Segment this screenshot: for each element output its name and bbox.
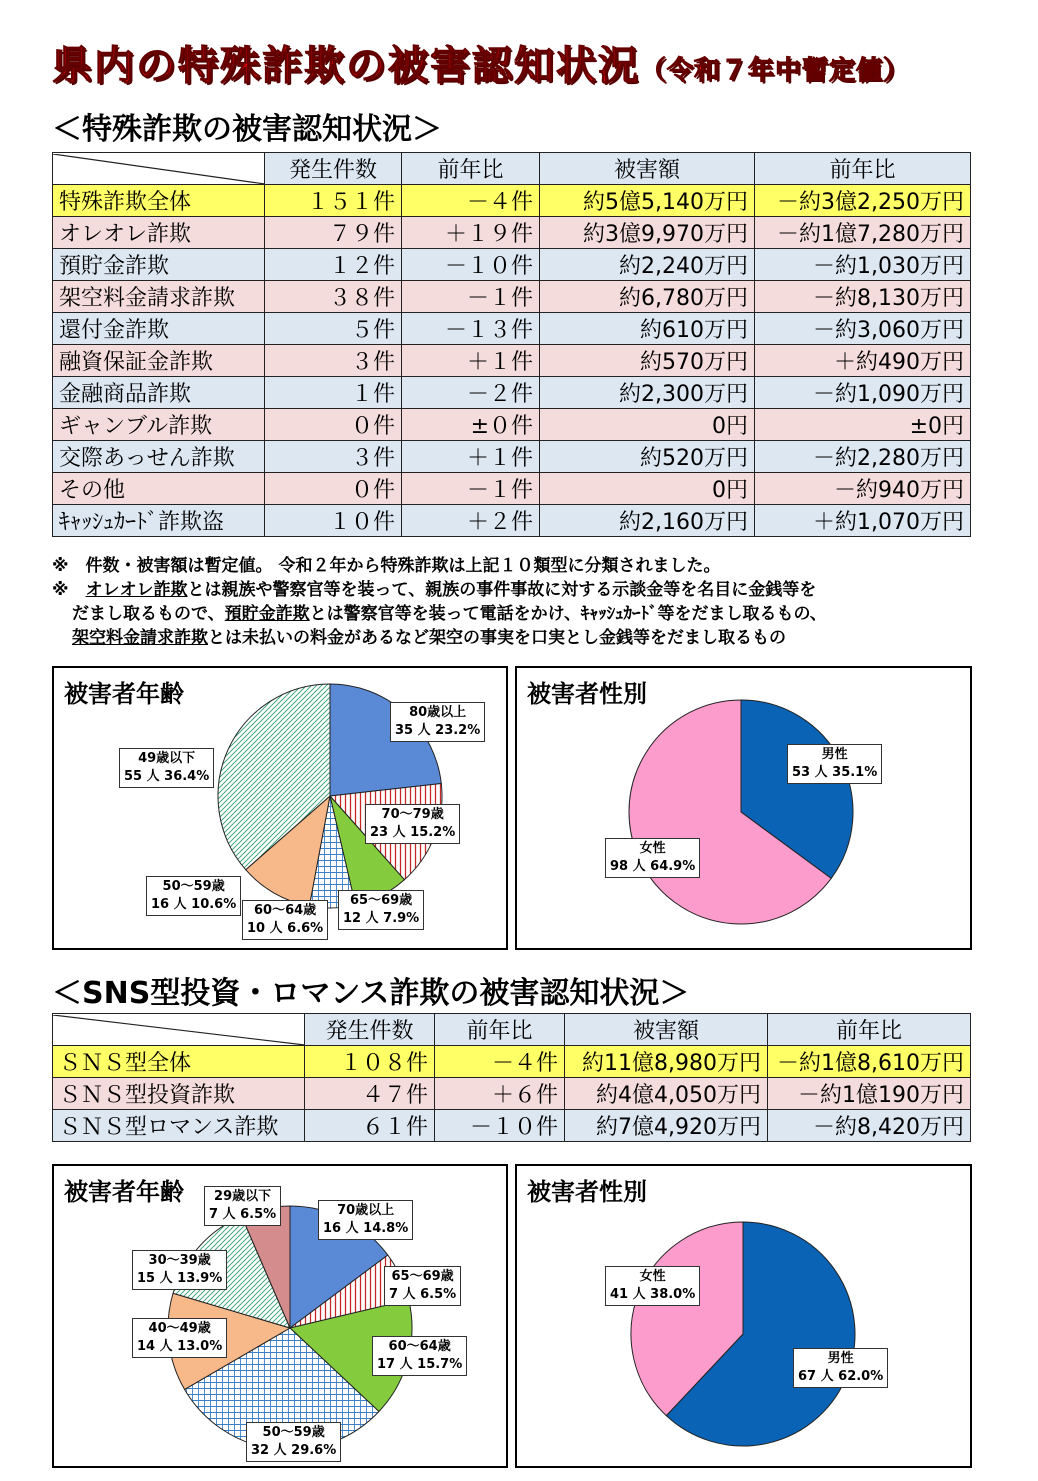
- row-name: その他: [53, 473, 265, 505]
- row-amount-diff: －約1億190万円: [768, 1078, 971, 1110]
- row-count: ０件: [265, 409, 402, 441]
- slice-label: [204, 1186, 281, 1226]
- row-amount-diff: －約1億7,280万円: [755, 217, 971, 249]
- table-row: [53, 473, 971, 505]
- table-row: [53, 409, 971, 441]
- row-amount: 約4億4,050万円: [565, 1078, 768, 1110]
- row-amount-diff: －約1,030万円: [755, 249, 971, 281]
- row-name: ＳＮＳ型ロマンス詐欺: [53, 1110, 305, 1142]
- table-row: [53, 185, 971, 217]
- slice-label: [318, 1200, 413, 1240]
- row-count-diff: －１件: [402, 281, 540, 313]
- slice-label-value: 16 人 10.6%: [151, 897, 237, 912]
- row-count: ５件: [265, 313, 402, 345]
- slice-label-value: 32 人 29.6%: [251, 1443, 337, 1458]
- slice-label-value: 35 人 23.2%: [395, 723, 481, 738]
- row-amount-diff: －約8,420万円: [768, 1110, 971, 1142]
- gender-chart-panel-2: [515, 1164, 972, 1468]
- header-amount: 被害額: [565, 1014, 768, 1046]
- row-count: ４７件: [305, 1078, 435, 1110]
- row-count-diff: －４件: [435, 1046, 565, 1078]
- slice-label-name: 60～64歳: [254, 903, 317, 918]
- row-amount-diff: －約2,280万円: [755, 441, 971, 473]
- row-amount: 約3億9,970万円: [540, 217, 755, 249]
- gender-chart-panel-1: [515, 666, 972, 950]
- slice-label-value: 55 人 36.4%: [124, 769, 210, 784]
- slice-label-name: 女性: [639, 841, 666, 856]
- section2-heading: ＜SNS型投資・ロマンス詐欺の被害認知状況＞: [52, 976, 690, 1011]
- slice-label: [146, 876, 241, 916]
- slice-label-name: 女性: [639, 1269, 666, 1284]
- row-name: ＳＮＳ型全体: [53, 1046, 305, 1078]
- row-name: 預貯金詐欺: [53, 249, 265, 281]
- row-name: ギャンブル詐欺: [53, 409, 265, 441]
- row-count-diff: ＋６件: [435, 1078, 565, 1110]
- row-amount-diff: ＋約490万円: [755, 345, 971, 377]
- slice-label-name: 50～59歳: [262, 1425, 325, 1440]
- sns-fraud-table: [52, 1013, 971, 1142]
- row-name: ＳＮＳ型投資詐欺: [53, 1078, 305, 1110]
- row-count-diff: －１０件: [402, 249, 540, 281]
- slice-label-value: 15 人 13.9%: [137, 1271, 223, 1286]
- row-name: 特殊詐欺全体: [53, 185, 265, 217]
- row-count: １０８件: [305, 1046, 435, 1078]
- row-count: ３８件: [265, 281, 402, 313]
- row-name: 交際あっせん詐欺: [53, 441, 265, 473]
- row-amount: 0円: [540, 473, 755, 505]
- row-count: ７９件: [265, 217, 402, 249]
- row-count: ６１件: [305, 1110, 435, 1142]
- slice-label-name: 男性: [827, 1351, 854, 1366]
- header-corner: [53, 1014, 305, 1046]
- age-chart-panel-2: [52, 1164, 508, 1468]
- slice-label-value: 7 人 6.5%: [209, 1207, 277, 1222]
- slice-label-value: 98 人 64.9%: [610, 859, 696, 874]
- note-line-3: だまし取るもので、預貯金詐欺とは警察官等を装って電話をかけ、ｷｬｯｼｭｶｰﾄﾞ等をだまし取るもの、: [72, 604, 827, 624]
- slice-label: [605, 1266, 700, 1306]
- header-count-diff: 前年比: [402, 153, 540, 185]
- slice-label: [605, 838, 700, 878]
- row-count-diff: ＋１９件: [402, 217, 540, 249]
- slice-label: [384, 1266, 461, 1306]
- slice-label-value: 53 人 35.1%: [792, 765, 878, 780]
- note-line-4: 架空料金請求詐欺とは未払いの料金があるなど架空の事実を口実とし金銭等をだまし取るもの: [72, 628, 786, 648]
- row-count: １件: [265, 377, 402, 409]
- slice-label-name: 60～64歳: [388, 1339, 451, 1354]
- row-count: ３件: [265, 345, 402, 377]
- row-amount-diff: －約8,130万円: [755, 281, 971, 313]
- slice-label-name: 29歳以下: [214, 1189, 272, 1204]
- row-amount-diff: －約1億8,610万円: [768, 1046, 971, 1078]
- slice-label-name: 70歳以上: [337, 1203, 395, 1218]
- table-row: [53, 217, 971, 249]
- row-amount-diff: ±0円: [755, 409, 971, 441]
- row-name: オレオレ詐欺: [53, 217, 265, 249]
- row-count-diff: ＋１件: [402, 441, 540, 473]
- row-count-diff: －２件: [402, 377, 540, 409]
- row-count-diff: ＋２件: [402, 505, 540, 537]
- slice-label: [365, 804, 460, 844]
- pie-chart: [517, 1166, 974, 1470]
- slice-label: [132, 1318, 227, 1358]
- row-count-diff: －１３件: [402, 313, 540, 345]
- note-line-2: ※ オレオレ詐欺とは親族や警察官等を装って、親族の事件事故に対する示談金等を名目に金銭等を: [52, 580, 817, 600]
- header-amount: 被害額: [540, 153, 755, 185]
- slice-label: [338, 890, 424, 930]
- row-count: ３件: [265, 441, 402, 473]
- slice-label-name: 70～79歳: [381, 807, 444, 822]
- header-corner: [53, 153, 265, 185]
- slice-label-name: 40～49歳: [148, 1321, 211, 1336]
- header-amount-diff: 前年比: [755, 153, 971, 185]
- slice-label-value: 17 人 15.7%: [377, 1357, 463, 1372]
- row-amount-diff: －約1,090万円: [755, 377, 971, 409]
- row-amount: 約2,300万円: [540, 377, 755, 409]
- slice-label-name: 男性: [821, 747, 848, 762]
- row-name: 架空料金請求詐欺: [53, 281, 265, 313]
- table-row: [53, 345, 971, 377]
- slice-label-name: 65～69歳: [391, 1269, 454, 1284]
- row-amount-diff: －約940万円: [755, 473, 971, 505]
- chart-title: 被害者性別: [527, 1178, 647, 1206]
- section1-heading: ＜特殊詐欺の被害認知状況＞: [52, 112, 442, 147]
- row-count-diff: ±０件: [402, 409, 540, 441]
- row-amount: 約11億8,980万円: [565, 1046, 768, 1078]
- row-amount: 約5億5,140万円: [540, 185, 755, 217]
- row-amount: 0円: [540, 409, 755, 441]
- slice-label-value: 14 人 13.0%: [137, 1339, 223, 1354]
- table-row: [53, 249, 971, 281]
- slice-label-name: 80歳以上: [409, 705, 467, 720]
- row-count-diff: －１０件: [435, 1110, 565, 1142]
- slice-label-value: 67 人 62.0%: [798, 1369, 884, 1384]
- page-title: [52, 34, 910, 91]
- slice-label-value: 23 人 15.2%: [370, 825, 456, 840]
- table-row: [53, 1110, 971, 1142]
- table-row: [53, 1046, 971, 1078]
- slice-label: [787, 744, 882, 784]
- slice-label-name: 30～39歳: [148, 1253, 211, 1268]
- row-name: 金融商品詐欺: [53, 377, 265, 409]
- row-amount: 約6,780万円: [540, 281, 755, 313]
- row-amount: 約2,240万円: [540, 249, 755, 281]
- slice-label-name: 50～59歳: [162, 879, 225, 894]
- table-row: [53, 441, 971, 473]
- page-title-sub: （令和７年中暫定値）: [640, 56, 911, 86]
- row-name: 還付金詐欺: [53, 313, 265, 345]
- row-count-diff: －４件: [402, 185, 540, 217]
- notes: [52, 554, 827, 650]
- header-amount-diff: 前年比: [768, 1014, 971, 1046]
- row-amount-diff: －約3億2,250万円: [755, 185, 971, 217]
- pie-chart: [517, 668, 974, 952]
- table-row: [53, 281, 971, 313]
- row-count: １５１件: [265, 185, 402, 217]
- table-row: [53, 1078, 971, 1110]
- slice-label: [119, 748, 214, 788]
- slice-label: [246, 1422, 341, 1462]
- row-amount: 約7億4,920万円: [565, 1110, 768, 1142]
- row-count-diff: －１件: [402, 473, 540, 505]
- chart-title: 被害者性別: [527, 680, 647, 708]
- table-header-row: [53, 1014, 971, 1046]
- table-row: [53, 377, 971, 409]
- row-count-diff: ＋１件: [402, 345, 540, 377]
- slice-label-value: 12 人 7.9%: [343, 911, 420, 926]
- slice-label-value: 16 人 14.8%: [323, 1221, 409, 1236]
- page-title-main: 県内の特殊詐欺の被害認知状況: [52, 43, 640, 89]
- row-amount-diff: ＋約1,070万円: [755, 505, 971, 537]
- row-count: １０件: [265, 505, 402, 537]
- slice-label: [242, 900, 328, 940]
- slice-label-value: 41 人 38.0%: [610, 1287, 696, 1302]
- slice-label-value: 7 人 6.5%: [389, 1287, 457, 1302]
- row-amount: 約610万円: [540, 313, 755, 345]
- row-amount: 約2,160万円: [540, 505, 755, 537]
- header-count-diff: 前年比: [435, 1014, 565, 1046]
- row-count: １２件: [265, 249, 402, 281]
- age-chart-panel-1: [52, 666, 508, 950]
- table-row: [53, 505, 971, 537]
- chart-title: 被害者年齢: [64, 680, 184, 708]
- special-fraud-table: [52, 152, 971, 537]
- slice-label: [132, 1250, 227, 1290]
- row-name: ｷｬｯｼｭｶｰﾄﾞ詐欺盗: [53, 505, 265, 537]
- table-row: [53, 313, 971, 345]
- row-amount: 約570万円: [540, 345, 755, 377]
- table-header-row: [53, 153, 971, 185]
- slice-label: [793, 1348, 888, 1388]
- note-line-1: ※ 件数・被害額は暫定値。 令和２年から特殊詐欺は上記１０類型に分類されました。: [52, 556, 721, 576]
- row-name: 融資保証金詐欺: [53, 345, 265, 377]
- row-count: ０件: [265, 473, 402, 505]
- slice-label-name: 65～69歳: [350, 893, 413, 908]
- slice-label-name: 49歳以下: [138, 751, 196, 766]
- row-amount: 約520万円: [540, 441, 755, 473]
- slice-label-value: 10 人 6.6%: [247, 921, 324, 936]
- slice-label: [390, 702, 485, 742]
- chart-title: 被害者年齢: [64, 1178, 184, 1206]
- header-count: 発生件数: [305, 1014, 435, 1046]
- row-amount-diff: －約3,060万円: [755, 313, 971, 345]
- slice-label: [372, 1336, 467, 1376]
- header-count: 発生件数: [265, 153, 402, 185]
